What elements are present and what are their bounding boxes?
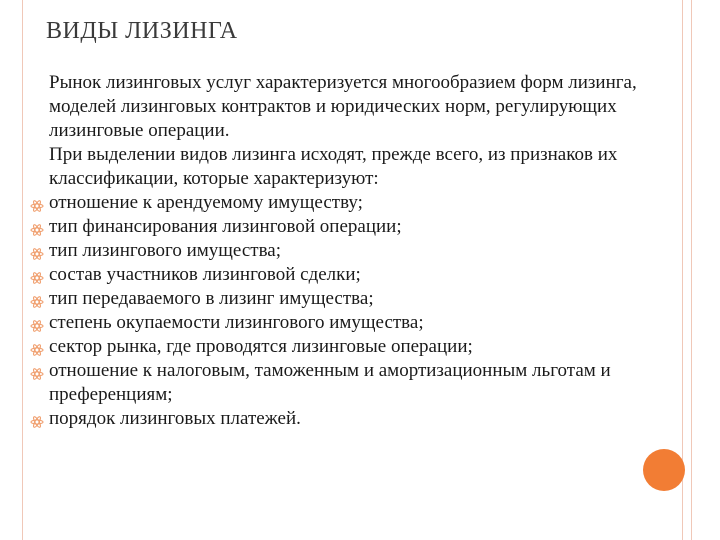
list-item bbox=[30, 407, 680, 431]
list-item bbox=[30, 287, 680, 311]
page-title: ВИДЫ ЛИЗИНГА bbox=[46, 18, 238, 44]
list-item-text: тип финансирования лизинговой операции; bbox=[49, 216, 402, 237]
list-item-text: сектор рынка, где проводятся лизинговые операции; bbox=[49, 336, 473, 357]
flower-bullet-icon bbox=[30, 244, 44, 258]
list-item-text: отношение к арендуемому имуществу; bbox=[49, 192, 363, 213]
flower-bullet-icon bbox=[30, 196, 44, 210]
intro-paragraph-2: При выделении видов лизинга исходят, прежде всего, из признаков их классификации, которые характеризуют: bbox=[49, 144, 618, 189]
flower-bullet-icon bbox=[30, 292, 44, 306]
frame-right-border bbox=[682, 0, 692, 540]
flower-bullet-icon bbox=[30, 268, 44, 282]
intro-paragraph-1: Рынок лизинговых услуг характеризуется многообразием форм лизинга, моделей лизинговых контрактов и юридических норм, регулирующих лизинговые операции. bbox=[49, 72, 637, 141]
list-item bbox=[30, 359, 680, 407]
list-item bbox=[30, 311, 680, 335]
flower-bullet-icon bbox=[30, 340, 44, 354]
list-item-text: состав участников лизинговой сделки; bbox=[49, 264, 361, 285]
flower-bullet-icon bbox=[30, 364, 44, 378]
list-item bbox=[30, 215, 680, 239]
flower-bullet-icon bbox=[30, 316, 44, 330]
list-item bbox=[30, 239, 680, 263]
flower-bullet-icon bbox=[30, 220, 44, 234]
list-item bbox=[30, 263, 680, 287]
accent-circle bbox=[643, 449, 685, 491]
flower-bullet-icon bbox=[30, 412, 44, 426]
list-item bbox=[30, 335, 680, 359]
list-item bbox=[30, 191, 680, 215]
list-item-text: тип передаваемого в лизинг имущества; bbox=[49, 288, 374, 309]
list-item-text: степень окупаемости лизингового имущества; bbox=[49, 312, 424, 333]
slide-content-list bbox=[30, 71, 680, 431]
frame-left-line bbox=[22, 0, 23, 540]
list-item-text: порядок лизинговых платежей. bbox=[49, 408, 301, 429]
list-item-text: отношение к налоговым, таможенным и амортизационным льготам и преференциям; bbox=[49, 360, 611, 405]
list-item-text: тип лизингового имущества; bbox=[49, 240, 282, 261]
